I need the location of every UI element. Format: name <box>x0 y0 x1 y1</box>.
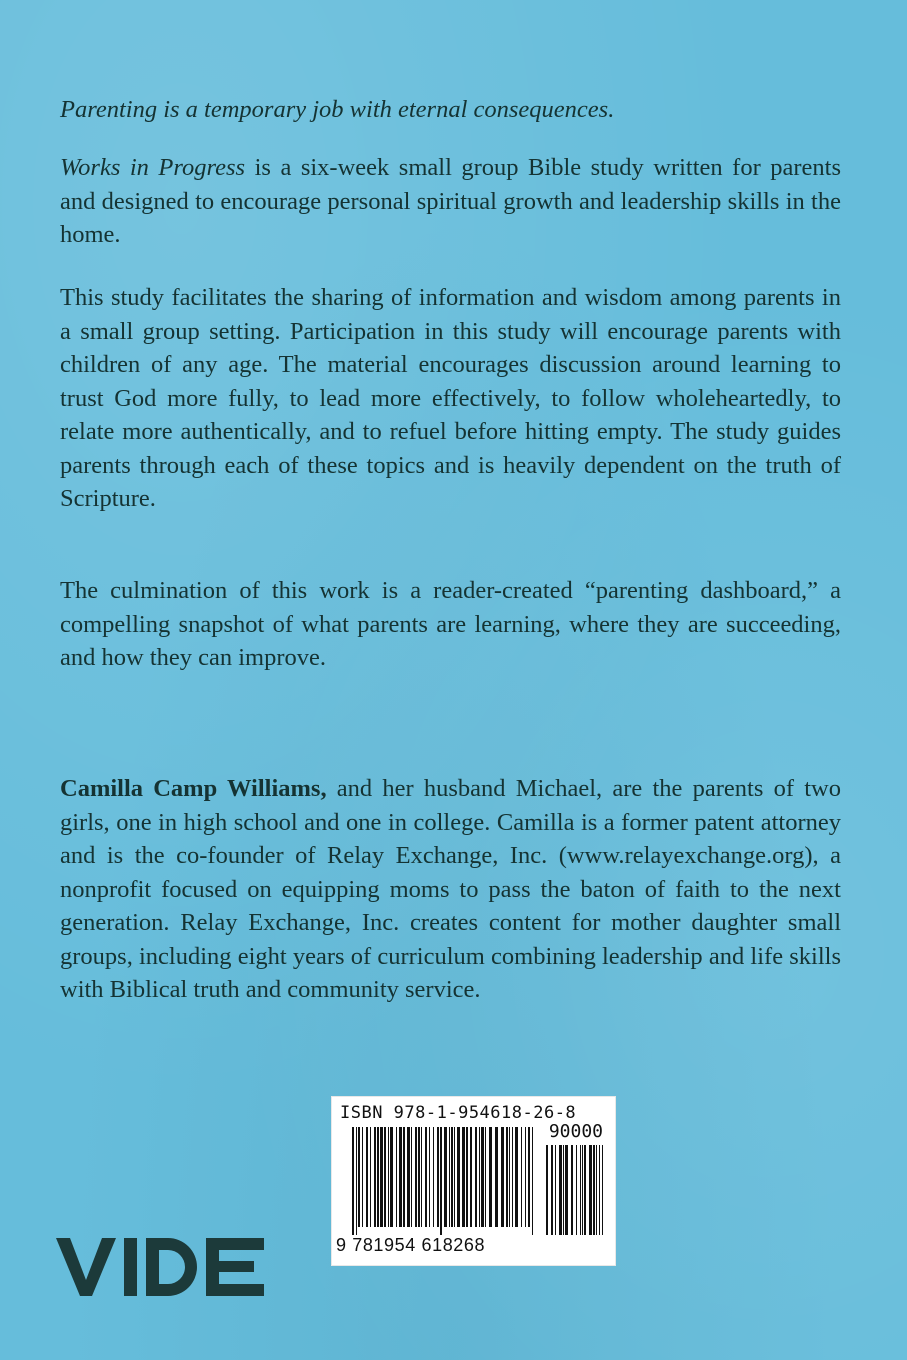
vide-publisher-logo <box>56 1236 270 1298</box>
barcode-bars <box>342 1127 608 1235</box>
barcode-bar <box>377 1127 379 1227</box>
description-paragraph-3 <box>60 574 841 675</box>
barcode-bar <box>475 1127 477 1227</box>
barcode-bar <box>411 1127 412 1227</box>
book-title: Works in Progress <box>60 154 246 181</box>
barcode-addon-bar <box>599 1145 600 1235</box>
barcode-bar <box>356 1127 357 1235</box>
barcode-bar <box>528 1127 530 1227</box>
barcode-bar <box>509 1127 510 1227</box>
barcode-bar <box>399 1127 402 1227</box>
barcode-addon-bar <box>589 1145 592 1235</box>
barcode-bar <box>358 1127 360 1227</box>
barcode-addon-bar <box>546 1145 548 1235</box>
barcode-bar <box>457 1127 460 1227</box>
barcode-bar <box>495 1127 498 1227</box>
barcode-bar <box>489 1127 492 1227</box>
barcode-addon-bar <box>551 1145 553 1235</box>
barcode-bar <box>421 1127 422 1227</box>
barcode-addon-bar <box>593 1145 595 1235</box>
barcode-bar <box>388 1127 389 1227</box>
tagline-text: Parenting is a temporary job with eternal consequences. <box>60 96 615 123</box>
barcode-bar <box>440 1127 442 1235</box>
description-paragraph-2-text: This study facilitates the sharing of information and wisdom among parents in a small group setting. Participation in this study will encourage parents with children of any age. The material encourages discussion around learning to trust God more fully, to lead more effectively, to follow wholeheartedly, to relate more authentically, and to refuel before hitting empty. The study guides parents through each of these topics and is heavily dependent on the truth of Scripture. <box>60 284 841 512</box>
barcode-bar <box>407 1127 410 1227</box>
description-paragraph-3-text: The culmination of this work is a reader-created “parenting dashboard,” a compelling snapshot of what parents are learning, where they are succeeding, and how they can improve. <box>60 577 841 671</box>
barcode-bar <box>501 1127 504 1227</box>
barcode-bar <box>403 1127 405 1227</box>
barcode-bar <box>479 1127 480 1227</box>
barcode-bar <box>462 1127 465 1227</box>
barcode-bar <box>451 1127 453 1227</box>
barcode-bar <box>521 1127 522 1227</box>
barcode-addon-bar <box>584 1145 586 1235</box>
barcode-digits: 9 781954 618268 <box>336 1235 486 1255</box>
description-paragraph-1 <box>60 151 841 252</box>
barcode-bar <box>470 1127 472 1227</box>
barcode-bar <box>384 1127 386 1227</box>
barcode-bar <box>485 1127 486 1227</box>
barcode-bar <box>454 1127 455 1227</box>
barcode-addon-bar <box>602 1145 603 1235</box>
barcode-bar <box>512 1127 513 1227</box>
barcode-bar <box>449 1127 450 1227</box>
barcode-bar <box>366 1127 368 1227</box>
barcode-addon-bar <box>565 1145 568 1235</box>
barcode-bar <box>525 1127 526 1227</box>
barcode-bar <box>437 1127 439 1227</box>
tagline <box>60 93 841 127</box>
barcode-bar <box>425 1127 427 1227</box>
barcode-bar <box>506 1127 508 1227</box>
barcode-addon-bar <box>580 1145 581 1235</box>
barcode-bar <box>429 1127 430 1227</box>
barcode-bar <box>481 1127 484 1227</box>
barcode-addon-bar <box>596 1145 597 1235</box>
barcode-bar <box>380 1127 383 1227</box>
barcode-addon-bar <box>563 1145 564 1235</box>
isbn-label: ISBN 978-1-954618-26-8 <box>340 1103 577 1123</box>
barcode-bar <box>444 1127 447 1227</box>
author-bio-text: and her husband Michael, are the parents of two girls, one in high school and one in college. Camilla is a former patent attorney and is the co-founder of Relay Exchange, Inc. (www.relayexchange.org), a nonprofit focused on equipping moms to pass the baton of faith to the next generation. Relay Exchange, Inc. creates content for mother daughter small groups, including eight years of curriculum combining leadership and life skills with Biblical truth and community service. <box>60 775 841 1003</box>
barcode-bar <box>466 1127 468 1227</box>
barcode-bar <box>418 1127 420 1227</box>
barcode-bar <box>374 1127 376 1227</box>
barcode-addon-bar <box>559 1145 562 1235</box>
barcode-bar <box>515 1127 518 1227</box>
barcode-bar <box>390 1127 393 1227</box>
barcode-bar <box>362 1127 363 1227</box>
price-addon-number: 90000 <box>548 1121 603 1142</box>
barcode-bar <box>396 1127 397 1227</box>
author-bio <box>60 772 841 1007</box>
barcode-addon-bar <box>582 1145 583 1235</box>
barcode-addon-bar <box>576 1145 577 1235</box>
description-paragraph-2 <box>60 281 841 516</box>
barcode-bar <box>532 1127 533 1235</box>
barcode-bar <box>433 1127 434 1227</box>
description-paragraph-1-text: is a six-week small group Bible study written for parents and designed to encourage personal spiritual growth and leadership skills in the home. <box>60 154 841 248</box>
barcode-bar <box>415 1127 417 1227</box>
barcode-bar <box>352 1127 354 1235</box>
barcode-bar <box>370 1127 371 1227</box>
barcode-addon-bar <box>571 1145 573 1235</box>
author-name: Camilla Camp Williams, <box>60 775 327 802</box>
barcode-addon-bar <box>555 1145 556 1235</box>
isbn-barcode <box>331 1096 616 1266</box>
